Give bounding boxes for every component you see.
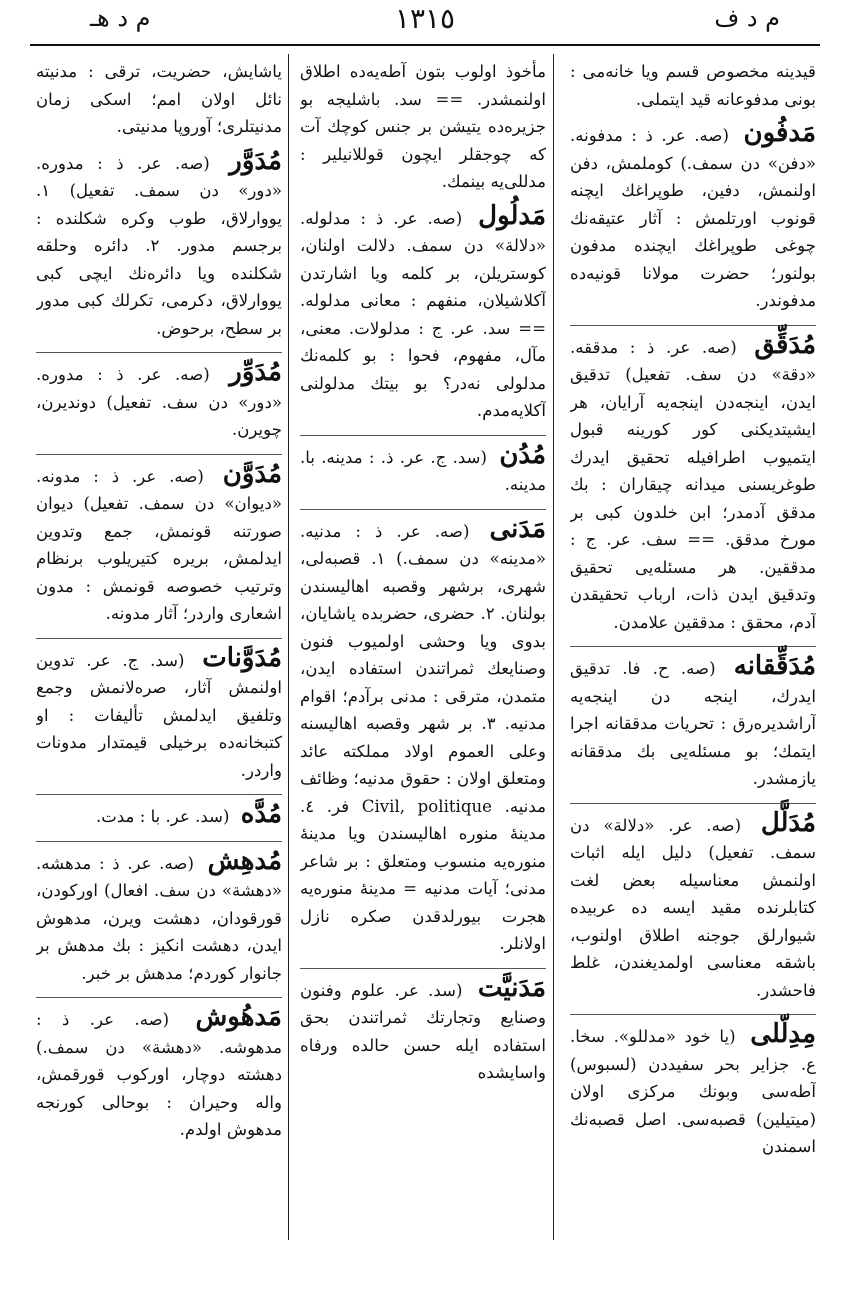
definition: (يا خود «مدللو». سخا. ع. جزاير بحر سفيددن (لسبوس) آطه‌سى وبونك مركزى اولان (ميتيلين) قصبه‌سى. اصل قصبه‌نك اسمندن — [570, 1027, 816, 1156]
page-header — [30, 0, 820, 44]
headword: مِدِلّلى — [750, 1019, 816, 1049]
definition: (صه. عر. ذ : مدوره. «دور» دن سمف. تفعيل) ١. يووارلاق، طوب وكره شكلنده : برجسم مدور. ٢. دائره وحلقه شكلنده ويا دائره‌نك ايچى كبى يووارلاق، دكرمى، تكرلك كبى مدور بر سطح، برحوض. — [36, 153, 282, 338]
column-left — [36, 58, 282, 1240]
dictionary-entry — [36, 794, 282, 831]
definition: (صه. عر. ذ : مدهشه. «دهشة» دن سف. افعال) اوركودن، قورقودان، دهشت ويرن، مدهوش ايدن، دهشت انكيز : بك مدهش بر جانوار كوردم؛ مدهش بر خبر. — [36, 853, 282, 983]
dictionary-entry — [300, 509, 546, 958]
definition: (صه. ح. فا. تدقيق ايدرك، اينجه دن اينجه‌يه آراشديره‌رق : تحريات مدققانه اجرا ايتمك؛ بو مسئله‌يى بك مدققانه يازمشدر. — [570, 659, 816, 788]
definition: (سد. عر. علوم وفنون وصنايع وتجارتك ثمراتندن بحق استفاده ايله حسن حالده ورفاه واسايشده — [300, 980, 546, 1082]
headword: مُدَوِّر — [229, 357, 282, 387]
header-right-guideword: م د ف — [714, 4, 780, 32]
dictionary-entry — [36, 454, 282, 628]
dictionary-entry — [36, 841, 282, 988]
continuation-text: ياشايش، حضريت، ترقى : مدنيته نائل اولان امم؛ اسكى زمان مدنيتلرى؛ آوروپا مدنيتى. — [36, 62, 282, 136]
dictionary-entry — [570, 646, 816, 793]
definition: (صه. عر. «دلالة» دن سمف. تفعيل) دليل ايله اثبات اولنمش معناسيله بعض لغت كتابلرنده مقيد ايسه ده عربيده شيوارلق جوجنه اطلاق اولنوب، باشقه معناسى اولمديغندن، غلط فاحشدر. — [570, 815, 816, 1000]
continuation-text: قيدينه مخصوص قسم ويا خانه‌مى : بونى مدفوعانه قيد ايتملى. — [570, 62, 816, 109]
headword: مُدَوَّنات — [202, 642, 282, 673]
headword: مُدَقِّق — [754, 329, 816, 360]
definition: (صه. عر. ذ : مدفونه. «دفن» دن سمف.) كوملمش، دفن اولنمش، دفين، طوپراغك ايچنه قونوب اورتلمش : آثار عتيقه‌نك چوغى طوپراغك ايچنده مدفون بولنور؛ حضرت مولانا قونيه‌ده مدفوندر. — [570, 126, 816, 310]
definition: (صه. عر. ذ : مدوره. «دور» دن سف. تفعيل) دونديرن، چويرن. — [36, 365, 282, 439]
dictionary-entry — [570, 325, 816, 637]
dictionary-entry — [36, 997, 282, 1144]
headword: مَدفُون — [743, 118, 816, 148]
headword: مُدَّه — [240, 799, 282, 829]
dictionary-entry — [36, 352, 282, 444]
header-rule — [30, 44, 820, 46]
definition: (صه. عر. ذ : مدققه. «دقة» دن سف. تفعيل) تدقيق ايدن، اينجه‌دن اينجه‌يه آرايان، هر ايشيتديكنى كور كورينه قبول ايتميوب اطرافيله تحقيق ايدرك طوغريسنى ميدانه چيقاران : بك مدقق آدمدر؛ ابن خلدون كبى بر مورخ مدقق. == سف. عر. ج : مدققين. هر مسئله‌يى تحقيق وتدقيق ايدن ذات، ارباب تحقيقدن آدم، محقق : مدققين علامدن. — [570, 337, 816, 632]
definition: (صه. عر. ذ : مدلوله. «دلالة» دن سمف. دلالت اولنان، كوستريلن، بر كلمه ويا اشارتدن آكلاشيلان، منفهم : معانى مدلوله. == سد. عر. ج : مدلولات. معنى، مآل، مفهوم، فحوا : بو كلمه‌نك مدلولى نه‌در؟ بو بيتك مدلولنى آكلايه‌مدم. — [300, 208, 546, 420]
dictionary-entry — [570, 803, 816, 1005]
definition: (سد. ج. عر. تدوين اولنمش آثار، صره‌لانمش وجمع وتلفيق ايدلمش تأليفات : او كتبخانه‌ده برخيلى قيمتدار مدونات واردر. — [36, 650, 282, 780]
dictionary-entry — [300, 435, 546, 499]
definition: (صه. عر. ذ : مدهوشه. «دهشة» دن سمف.) دهشته دوچار، اوركوب قورقمش، واله وحيران : بوحالى كورنجه مدهوش اولدم. — [36, 1010, 282, 1139]
continuation-text: مأخوذ اولوب بتون آطه‌يه‌ده اطلاق اولنمشدر. == سد. باشليجه بو جزيره‌ده يتيشن بر جنس كوچك آت كه چوجقلر ايچون قوللانيلير : مدللى‌يه بينمك. — [300, 62, 546, 191]
headword: مُدَقِّقانه — [733, 651, 816, 681]
headword: مُدُن — [499, 439, 546, 470]
definition: (سد. عر. با : مدت. — [95, 807, 230, 826]
column-middle — [300, 58, 546, 1240]
page-number: ١٣١٥ — [394, 2, 456, 35]
column-right — [570, 58, 816, 1240]
headword: مُدَوَّن — [222, 458, 282, 489]
headword: مَدَنيَّت — [477, 972, 546, 1003]
headword: مُدَلَّل — [760, 807, 816, 838]
column-separator — [288, 54, 289, 1240]
dictionary-entry — [36, 638, 282, 785]
headword: مَدَنى — [489, 513, 546, 544]
dictionary-entry — [570, 113, 816, 315]
dictionary-entry — [300, 196, 546, 425]
dictionary-entry — [300, 968, 546, 1087]
definition: (سد. ج. عر. ذ. : مدينه. با. مدينه. — [300, 447, 546, 494]
headword: مَدهُوش — [195, 1002, 282, 1032]
headword: مَدلُول — [478, 200, 546, 231]
headword: مُدَوَّر — [229, 145, 282, 176]
dictionary-entry — [570, 1014, 816, 1161]
definition: (صه. عر. ذ : مدنيه. «مدينه» دن سمف.) ١. قصبه‌لى، شهرى، برشهر وقصبه اهاليسندن بولنان. ٢. حضرى، حضربده ياشايان، بدوى ويا وحشى اولميوب فنون وصنايعك ثمراتندن استفاده ايدن، متمدن، مترقى : مدنى برآدم؛ اقوام مدنيه. ٣. بر شهر وقصبه اهاليسنه وعلى العموم اولاد مملكته عائد ومتعلق اولان : حقوق مدنيه؛ وظائف مدنيه. Civil, politique فر. ٤. مدينهٔ منوره اهاليسندن ويا مدينهٔ منوره‌يه منسوب ومتعلق : بر شاعر مدنى؛ آيات مدنيه = مدينهٔ منوره‌يه هجرت بيورلدقدن صكره نازل اولانلر. — [300, 521, 546, 953]
dictionary-entry — [36, 141, 282, 343]
column-separator — [553, 54, 554, 1240]
headword: مُدهِش — [207, 845, 282, 876]
header-left-guideword: م د هـ — [90, 4, 151, 32]
definition: (صه. عر. ذ : مدونه. «ديوان» دن سمف. تفعيل) ديوان صورتنه قونمش، جمع وتدوين ايدلمش، بريره كتيريلوب برنظام وترتيب خصوصه قونمش : مدون اشعارى واردر؛ آثار مدونه. — [36, 466, 282, 623]
